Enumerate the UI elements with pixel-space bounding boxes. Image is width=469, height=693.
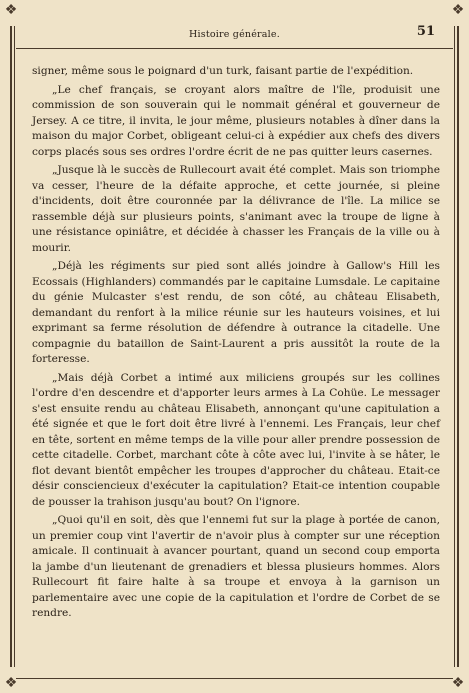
running-header: Histoire générale. — [189, 29, 280, 40]
border-right-line — [457, 26, 459, 667]
corner-ornament-icon: ❖ — [4, 675, 18, 691]
corner-ornament-icon: ❖ — [4, 2, 18, 18]
border-left-line — [10, 26, 12, 667]
corner-ornament-icon: ❖ — [451, 2, 465, 18]
border-left-inner-line — [14, 26, 15, 667]
corner-ornament-icon: ❖ — [451, 675, 465, 691]
header-rule — [16, 48, 453, 49]
body-text — [32, 64, 440, 625]
paragraph: „Le chef français, se croyant alors maître de l'île, produisit une commission de son souverain qui le nommait général et gouverneur de Jersey. A ce titre, il invita, le jour même, plusieurs notables à dîner dans la maison du major Corbet, obligeant celui-ci à expédier aux chefs des divers corps placés sous ses ordres l'ordre écrit de ne pas quitter leurs casernes. — [32, 83, 440, 158]
paragraph: „Jusque là le succès de Rullecourt avait été complet. Mais son triomphe va cesser, l'heure de la défaite approche, et cette journée, si pleine d'incidents, doit être couronnée par la délivrance de l'île. La milice se rassemble déjà sur plusieurs points, s'animant avec la troupe de ligne à une résistance opiniâtre, et décidée à chasser les Français de la ville ou à mourir. — [32, 164, 440, 254]
paragraph: signer, même sous le poignard d'un turk, faisant partie de l'expédition. — [32, 65, 414, 77]
paragraph: „Mais déjà Corbet a intimé aux miliciens groupés sur les collines l'ordre d'en descendre et d'apporter leurs armes à La Cohüe. Le messager s'est ensuite rendu au château Elisabeth, annonçant qu'une capitulation a été signée et que le fort doit être livré à l'ennemi. Les Français, leur chef en tête, sortent en même temps de la ville pour aller prendre possession de cette citadelle. Corbet, marchant côte à côte avec lui, l'invite à se hâter, le flot devant bientôt empêcher les troupes d'approcher du château. Etait-ce désir consciencieux d'exécuter la capitulation? Etait-ce intention coupable de pousser la trahison jusqu'au bout? On l'ignore. — [32, 371, 440, 508]
footer-rule — [16, 678, 453, 679]
paragraph: „Déjà les régiments sur pied sont allés joindre à Gallow's Hill les Ecossais (Highlanders) commandés par le capitaine Lumsdale. Le capitaine du génie Mulcaster s'est rendu, de son côté, au château Elisabeth, demandant du renfort à la milice réunie sur les hauteurs voisines, et lui exprimant sa ferme résolution de défendre à outrance la citadelle. Une compagnie du bataillon de Saint-Laurent a pris aussitôt la route de la forteresse. — [32, 260, 440, 365]
border-right-inner-line — [454, 26, 455, 667]
page-number: 51 — [416, 24, 435, 39]
paragraph: „Quoi qu'il en soit, dès que l'ennemi fut sur la plage à portée de canon, un premier coup vint l'avertir de n'avoir plus à compter sur une réception amicale. Il continuait à avancer pourtant, quand un second coup emporta la jambe d'un lieutenant de grenadiers et blessa plusieurs hommes. Alors Rullecourt fit faire halte à sa troupe et envoya à la garnison un parlementaire avec une copie de la capitulation et l'ordre de Corbet de se rendre. — [32, 514, 440, 619]
